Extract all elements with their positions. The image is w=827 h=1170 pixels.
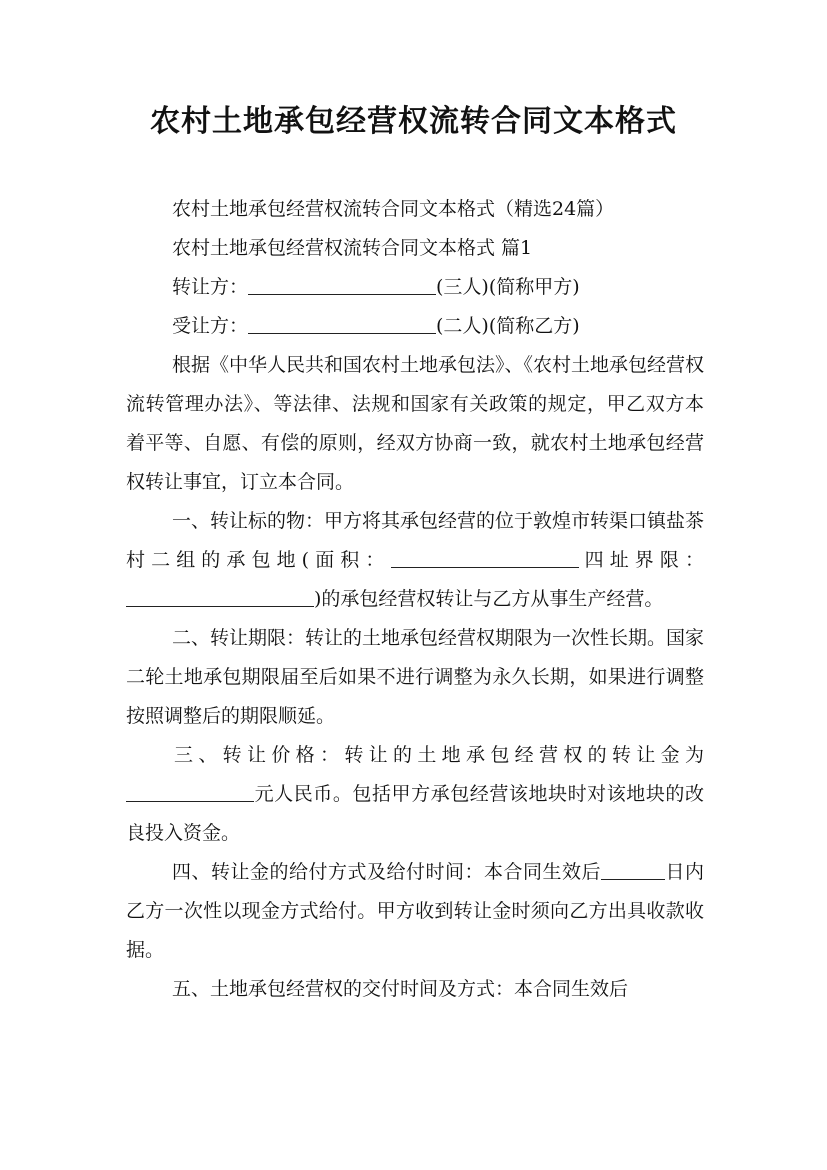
paragraph-1-part-c: )的承包经营权转让与乙方从事生产经营。 [314, 588, 664, 610]
paragraph-4-part-a: 四、转让金的给付方式及给付时间：本合同生效后 [172, 861, 601, 883]
days-blank [601, 857, 665, 880]
paragraph-2: 二、转让期限：转让的土地承包经营权期限为一次性长期。国家二轮土地承包期限届至后如果不进行调整为永久长期，如果进行调整按照调整后的期限顺延。 [126, 627, 705, 727]
transferee-label: 受让方： [172, 315, 249, 337]
paragraph-3-part-b: 元人民币。包括甲方承包经营该地块时对该地块的改良投入资金。 [126, 783, 704, 844]
document-body [126, 190, 704, 1009]
transferor-line [126, 268, 704, 307]
paragraph-basis: 根据《中华人民共和国农村土地承包法》、《农村土地承包经营权流转管理办法》、等法律、法规和国家有关政策的规定，甲乙双方本着平等、自愿、有偿的原则，经双方协商一致，就农村土地承包经营权转让事宜，订立本合同。 [126, 354, 705, 493]
paragraph-1-part-b: 四址界限： [578, 549, 704, 571]
transferee-line [126, 307, 704, 346]
transferee-suffix: (二人)(简称乙方) [436, 315, 580, 337]
subtitle-line-1: 农村土地承包经营权流转合同文本格式（精选24篇） [172, 198, 615, 220]
transferor-suffix: (三人)(简称甲方) [436, 276, 580, 298]
paragraph-1-part-a: 一、转让标的物：甲方将其承包经营的位于敦煌市转渠口镇盐茶村二组的承包地(面积： [126, 510, 705, 571]
paragraph-3-part-a: 三、转让价格：转让的土地承包经营权的转让金为 [174, 744, 704, 766]
transferor-blank [248, 272, 436, 295]
transferee-blank [248, 311, 436, 334]
paragraph-3 [126, 736, 704, 853]
paragraph-4-part-b: 日内乙方一次性以现金方式给付。甲方收到转让金时须向乙方出具收款收据。 [126, 861, 704, 961]
area-blank [391, 545, 579, 568]
subtitle-line-2: 农村土地承包经营权流转合同文本格式 篇1 [172, 237, 533, 259]
document-title: 农村土地承包经营权流转合同文本格式 [150, 104, 677, 139]
transferor-label: 转让方： [172, 276, 249, 298]
paragraph-5: 五、土地承包经营权的交付时间及方式：本合同生效后 [172, 978, 629, 1000]
paragraph-1 [126, 502, 704, 619]
boundary-blank [126, 584, 314, 607]
price-blank [126, 779, 254, 802]
paragraph-4 [126, 853, 704, 970]
